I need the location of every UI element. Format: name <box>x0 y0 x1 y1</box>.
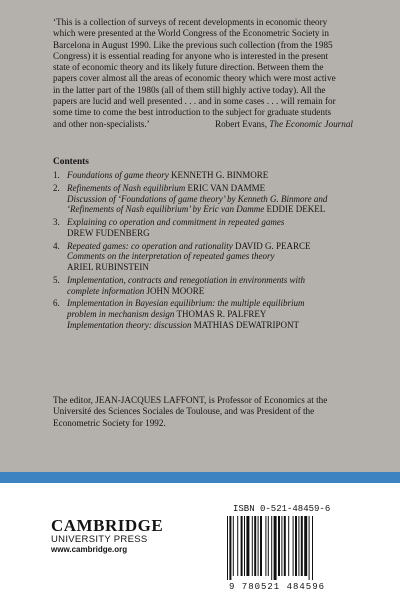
chapter-author: EDDIE DEKEL <box>264 204 326 215</box>
contents-item-line <box>67 309 358 320</box>
chapter-title: Repeated games: co operation and rationality <box>67 240 233 251</box>
contents-item <box>53 183 358 215</box>
contents-item <box>53 217 358 238</box>
contents-item-line <box>67 320 358 331</box>
contents-item-line <box>67 217 358 228</box>
contents-item-body <box>67 217 358 238</box>
contents-item-line <box>67 183 358 194</box>
chapter-title: Discussion of ‘Foundations of game theory’ by Kenneth G. Binmore and <box>67 193 328 204</box>
contents-item-number: 3. <box>53 217 60 228</box>
publisher-url: www.cambridge.org <box>51 545 128 554</box>
contents-item-line <box>67 228 358 239</box>
contents-item-line <box>67 298 358 309</box>
chapter-title: complete information <box>67 285 145 296</box>
contents-item-number: 4. <box>53 240 60 251</box>
contents-item <box>53 275 358 296</box>
contents-item-line <box>67 204 358 215</box>
quote-line: papers cover almost all the areas of economic theory which were most active <box>53 73 336 84</box>
editor-line: Econometric Society for 1992. <box>53 417 166 428</box>
contents-item-line <box>67 241 358 252</box>
review-quote <box>53 17 353 130</box>
quote-line: Barcelona in August 1990. Like the previous such collection (from the 1985 <box>53 39 333 50</box>
quote-line: and other non-specialists.’ <box>53 118 150 129</box>
contents-item-number: 6. <box>53 298 60 309</box>
chapter-title: Foundations of game theory <box>67 170 169 180</box>
editor-line: Université des Sciences Sociales de Toulouse, and was President of the <box>53 406 315 417</box>
contents-list <box>53 170 358 333</box>
editor-line: The editor, JEAN-JACQUES LAFFONT, is Professor of Economics at the <box>53 395 328 405</box>
chapter-author: DAVID G. PEARCE <box>232 240 311 251</box>
quote-line: state of economic theory and its likely future direction. Between them the <box>53 62 324 73</box>
contents-item-body <box>67 275 358 296</box>
barcode-number: 9 780521 484596 <box>229 582 326 592</box>
publisher-logo <box>51 517 163 554</box>
isbn-label: ISBN 0-521-48459-6 <box>233 504 331 514</box>
quote-line: papers are lucid and well presented . . . and in some cases . . . will remain for <box>53 96 336 107</box>
barcode-icon <box>226 516 348 580</box>
contents-item <box>53 241 358 273</box>
contents-item-body <box>67 298 358 330</box>
chapter-title: Implementation in Bayesian equilibrium: the multiple equilibrium <box>67 298 305 309</box>
quote-line: which were presented at the World Congress of the Econometric Society in <box>53 28 329 39</box>
chapter-author: MATHIAS DEWATRIPONT <box>191 319 299 330</box>
chapter-title: problem in mechanism design <box>67 309 175 320</box>
blue-stripe <box>0 472 400 483</box>
quote-last-line <box>53 119 353 130</box>
editor-bio <box>53 395 353 429</box>
chapter-author: THOMAS R. PALFREY <box>174 309 267 320</box>
quote-line: ‘This is a collection of surveys of recent developments in economic theory <box>53 17 328 27</box>
contents-item <box>53 298 358 330</box>
chapter-title: ‘Refinements of Nash equilibrium’ by Eric van Damme <box>67 204 265 215</box>
chapter-title: Comments on the interpretation of repeated games theory <box>67 251 275 262</box>
contents-item-number: 1. <box>53 170 60 180</box>
chapter-author: DREW FUDENBERG <box>67 227 150 238</box>
chapter-title: Explaining co operation and commitment in repeated games <box>67 217 285 228</box>
contents-item-line <box>67 286 358 297</box>
publisher-name: CAMBRIDGE <box>51 516 164 535</box>
chapter-title: Refinements of Nash equilibrium <box>67 182 186 193</box>
contents-item-line <box>67 251 358 262</box>
attribution-name: Robert Evans, <box>214 118 267 129</box>
contents-item-body <box>67 183 358 215</box>
contents-item-body <box>67 241 358 273</box>
chapter-author: ERIC VAN DAMME <box>185 182 266 193</box>
quote-attribution <box>215 119 353 130</box>
contents-item-number: 5. <box>53 274 60 285</box>
chapter-author: ARIEL RUBINSTEIN <box>67 261 149 272</box>
quote-line: in the latter part of the 1980s (all of them still highly active today). All the <box>53 84 326 95</box>
contents-heading: Contents <box>53 157 89 167</box>
contents-item <box>53 170 358 181</box>
chapter-title: Implementation, contracts and renegotiation in environments with <box>67 274 306 285</box>
contents-item-number: 2. <box>53 182 60 193</box>
contents-item-body <box>67 170 358 181</box>
attribution-source: The Economic Journal <box>269 118 353 129</box>
quote-line: Congress) it is essential reading for anyone who is interested in the present <box>53 50 329 61</box>
quote-line: some time to come the best introduction to the subject for graduate students <box>53 107 332 118</box>
publisher-press: UNIVERSITY PRESS <box>51 534 148 545</box>
chapter-author: JOHN MOORE <box>144 285 205 296</box>
contents-item-line <box>67 194 358 205</box>
contents-item-line <box>67 170 358 181</box>
chapter-title: Implementation theory: discussion <box>67 319 192 330</box>
chapter-author: KENNETH G. BINMORE <box>168 170 269 180</box>
contents-item-line <box>67 275 358 286</box>
contents-item-line <box>67 262 358 273</box>
